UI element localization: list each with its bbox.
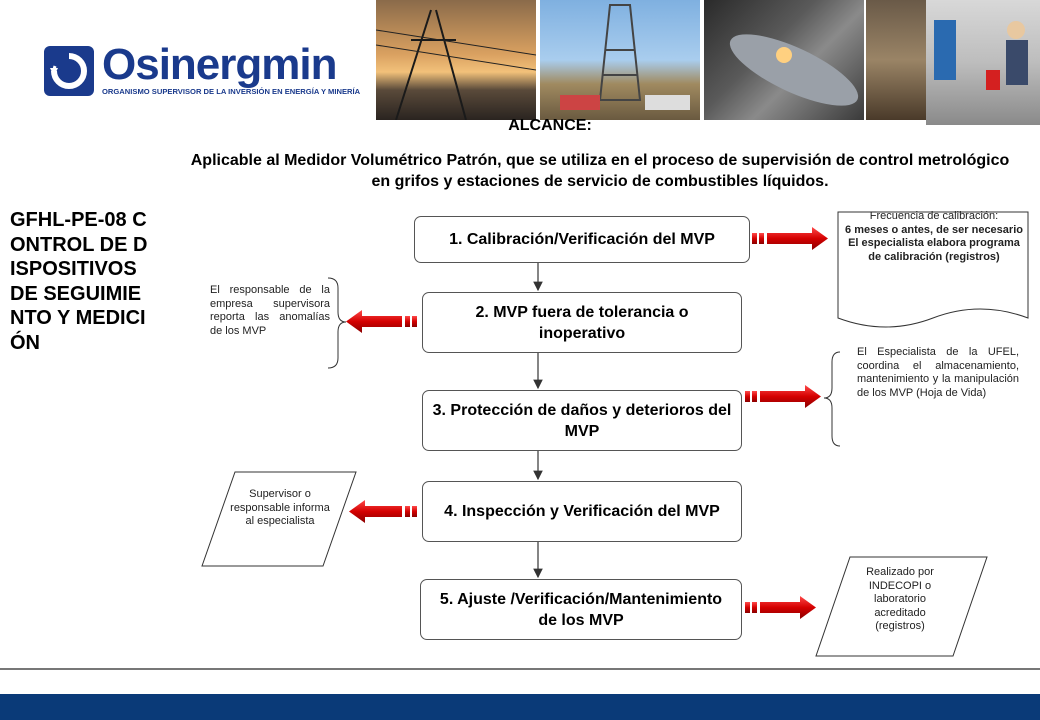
alcance-title: ALCANCE: — [508, 117, 592, 134]
logo-wordmark: Osinergmin — [102, 40, 337, 89]
frecuencia-label: Frecuencia de calibración: — [869, 210, 999, 222]
step-2-label: 2. MVP fuera de tolerancia o inoperativo — [475, 303, 689, 342]
step-1-box — [414, 216, 750, 263]
note-realizado: Realizado por INDECOPI o laboratorio acreditado (registros) — [866, 566, 934, 632]
step-4-label: 4. Inspección y Verificación del MVP — [444, 503, 720, 520]
logo-subtitle: ORGANISMO SUPERVISOR DE LA INVERSIÓN EN ENERGÍA Y MINERÍA — [102, 87, 361, 96]
frecuencia-program: El especialista elabora programa de calibración (registros) — [848, 237, 1020, 263]
step-1-label: 1. Calibración/Verificación del MVP — [449, 231, 715, 248]
note-supervisor: Supervisor o responsable informa al especialista — [230, 488, 330, 527]
alcance-description: Aplicable al Medidor Volumétrico Patrón, que se utiliza en el proceso de supervisión de control metrológico en grifos y estaciones de servicio de combustibles líquidos. — [190, 152, 1010, 190]
red-arrow-step5 — [745, 596, 816, 619]
red-arrow-step2 — [346, 310, 417, 333]
brace-ufel — [824, 352, 840, 446]
red-arrow-step4 — [349, 500, 417, 523]
red-arrow-step3 — [745, 385, 821, 408]
footer-bar — [0, 694, 1040, 720]
step-5-box — [420, 579, 742, 640]
red-arrow-step1 — [752, 227, 828, 250]
footer-divider — [0, 668, 1040, 696]
step-3-box — [422, 390, 742, 451]
step-2-box — [422, 292, 742, 353]
step-5-label: 5. Ajuste /Verificación/Mantenimiento de los MVP — [439, 590, 723, 629]
note-especialista-ufel: El Especialista de la UFEL, coordina el almacenamiento, mantenimiento y la manipulación de los MVP (Hoja de Vida) — [857, 346, 1019, 399]
step-3-label: 3. Protección de daños y deterioros del MVP — [432, 401, 732, 440]
brace-responsable — [328, 278, 346, 368]
step-4-box — [422, 481, 742, 542]
frecuencia-period: 6 meses o antes, de ser necesario — [845, 223, 1023, 236]
note-responsable: El responsable de la empresa supervisora reporta las anomalías de los MVP — [210, 284, 330, 337]
note-frecuencia — [842, 210, 1026, 264]
procedure-title: GFHL-PE-08 CONTROL DE DISPOSITIVOS DE SEGUIMIENTO Y MEDICIÓN — [10, 209, 148, 354]
